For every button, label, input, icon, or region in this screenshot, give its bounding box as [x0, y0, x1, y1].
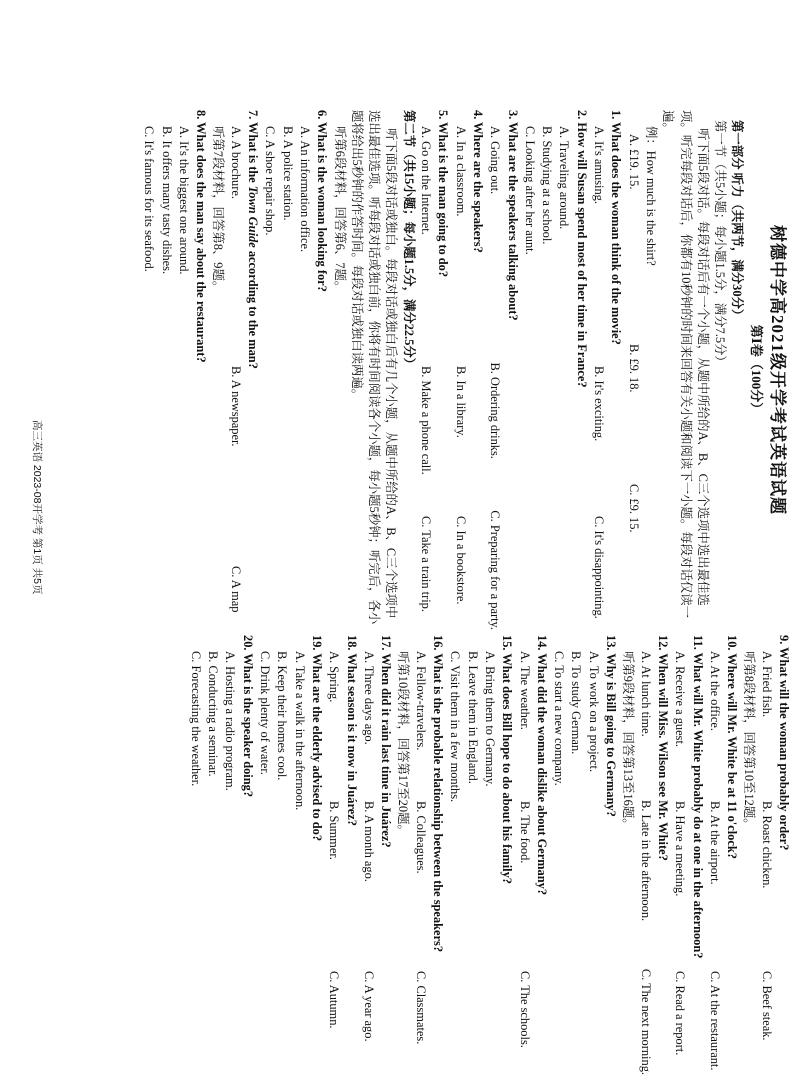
option: C. To start a new company.: [552, 651, 567, 786]
option: C. Preparing for a party.: [488, 510, 503, 630]
part1-heading: 第一部分 听力（共两节，满分30分）: [730, 120, 745, 322]
option: B. Keep their homes cool.: [275, 651, 290, 781]
option: C. A shoe repair shop.: [263, 126, 278, 236]
question-18: 18. What season is it now in Juárez?: [344, 635, 359, 826]
question-12: 12. When will Miss. Wilson see Mr. White?: [655, 635, 670, 861]
option: A. £19. 15.: [626, 134, 641, 190]
question-18-options: [325, 635, 342, 1075]
option: B. It's exciting.: [592, 366, 607, 442]
option: B. Summer.: [327, 801, 342, 860]
option: B. Late in the afternoon.: [638, 800, 653, 922]
option: C. In a bookstore.: [453, 516, 468, 605]
section1-instructions: 听下面5段对话。每段对话后有一个小题，从题中所给的A、B、C三个选项中选出最佳选项。听完每段对话后，你都有10秒钟的时间来回答有关小题和阅读下一小题。每段对话仅读一遍。: [661, 110, 710, 619]
question-11-options: [671, 635, 688, 1075]
question-2: 2. How will Susan spend most of her time in France?: [574, 110, 589, 388]
question-19: 19. What are the elderly advised to do?: [309, 635, 324, 842]
option: C. At the restaurant.: [707, 971, 722, 1071]
option: A. The weather.: [517, 651, 532, 730]
option: A. It's amusing.: [592, 126, 607, 204]
option: B. Have a meeting.: [673, 801, 688, 897]
option: A. At lunch time.: [638, 651, 653, 737]
option: B. Make a phone call.: [419, 366, 434, 475]
option: B. At the airport.: [707, 801, 722, 885]
question-3: 3. What are the speakers talking about?: [505, 110, 520, 321]
question-14-options: [515, 635, 532, 1075]
option: C. It's disappointing.: [592, 516, 607, 619]
question-17-options: [360, 635, 377, 1075]
question-16-options: [411, 635, 428, 1075]
question-10-options: [706, 635, 723, 1075]
page-footer: 高三英语 2023-08开学考 第1页 共5页: [31, 420, 43, 595]
question-16: 16. What is the probable relationship between the speakers?: [431, 635, 446, 953]
option: B. Colleagues.: [413, 801, 428, 874]
option: B. The food.: [517, 801, 532, 864]
option: A. Three days ago.: [361, 651, 376, 745]
exam-title: 树德中学高2021级开学考试英语试题: [768, 225, 787, 515]
option: A. Fellow-travelers.: [413, 651, 428, 751]
volume-heading: 第Ⅰ卷（100分）: [748, 324, 764, 416]
option: C. Visit them in a few months.: [448, 651, 463, 803]
option: B. Conducting a seminar.: [206, 651, 221, 777]
question-5-options: [417, 110, 434, 630]
option: B. To study German.: [569, 651, 584, 755]
question-5: 5. What is the man going to do?: [436, 110, 451, 278]
option: A. To work on a project.: [586, 651, 601, 773]
question-12-options: [636, 635, 653, 1075]
questions-1-5: [417, 110, 625, 630]
option: B. A newspaper.: [228, 366, 243, 447]
question-3-options: [486, 110, 503, 630]
option: A. Go on the Internet.: [419, 126, 434, 235]
option: B. A month ago.: [361, 801, 376, 882]
option: C. Looking after her aunt.: [522, 126, 537, 255]
option: A. Bring them to Germany.: [482, 651, 497, 787]
option: B. It offers many tasty dishes.: [159, 126, 174, 275]
listening-prompt: 听第7段材料，回答第8、9题。: [211, 126, 226, 294]
option: C. A map: [228, 566, 243, 613]
option: B. Leave them in England.: [465, 651, 480, 784]
option: A. In a classroom.: [453, 126, 468, 217]
question-11: 11. What will Mr. White probably do at one in the afternoon?: [690, 635, 705, 959]
option: A. Take a walk in the afternoon.: [292, 651, 307, 811]
question-17: 17. When did it rain last time in Juárez?: [379, 635, 394, 848]
left-column: [140, 110, 792, 630]
question-7-options: [227, 110, 244, 630]
question-4-options: [451, 110, 468, 630]
option: C. Forecasting the weather.: [188, 651, 203, 787]
listening-prompt: 听第6段材料，回答第6、7题。: [332, 126, 347, 294]
option: C. £9. 15.: [626, 484, 641, 533]
section2-instructions: 听下面5段对话或独白。每段对话或独白后有几个小题，从题中所给的A、B、C三个选项中选出最佳选项。听每段对话或独白前，你将有时间阅读各个小题，每小题5秒钟；听完后，各小题将给出5秒钟的作答时间。每段对话或独白读两遍。: [349, 110, 399, 625]
example-options: [624, 110, 641, 630]
question-7: 7. What is the Town Guide according to the man?: [246, 110, 261, 369]
question-9-options: [757, 635, 774, 1075]
option: B. Roast chicken.: [759, 801, 774, 889]
option: B. £9. 18.: [626, 344, 641, 393]
option: A. At the office.: [707, 651, 722, 731]
option: B. In a library.: [453, 366, 468, 438]
option: C. Take a train trip.: [419, 516, 434, 612]
option: B. Ordering drinks.: [488, 362, 503, 459]
option: A. Traveling around.: [557, 126, 572, 230]
option: A. Hosting a radio program.: [223, 651, 238, 791]
option: C. Beef steak.: [759, 971, 774, 1041]
question-10: 10. Where will Mr. White be at 11 o'clock?: [725, 635, 740, 859]
option: A. It's the biggest one around.: [176, 126, 191, 275]
option: C. Classmates.: [413, 971, 428, 1045]
option: C. It's famous for its seafood.: [142, 126, 157, 272]
question-14: 14. What did the woman dislike about Germany?: [534, 635, 549, 896]
section1-heading: 第一节（共5小题；每小题1.5分，满分7.5分）: [713, 120, 728, 368]
option: A. Receive a guest.: [673, 651, 688, 747]
option: C. A year ago.: [361, 971, 376, 1042]
option: A. Going out.: [488, 126, 503, 195]
question-9: 9. What will the woman probably order?: [777, 635, 791, 851]
section2-heading: 第二节（共15小题；每小题1.5分，满分22.5分）: [401, 110, 416, 371]
right-column: [187, 635, 792, 1075]
question-1-options: [590, 110, 607, 630]
option: A. A brochure.: [228, 126, 243, 199]
question-8: 8. What does the man say about the restaurant?: [194, 110, 209, 363]
question-4: 4. Where are the speakers?: [470, 110, 485, 253]
option: A. Fried fish.: [759, 651, 774, 718]
option: C. The schools.: [517, 971, 532, 1048]
option: C. Drink plenty of water.: [258, 651, 273, 775]
option: A. An information office.: [297, 126, 312, 253]
listening-prompt: 听第9段材料，回答第13至16题。: [621, 651, 636, 831]
option: B. Studying at a school.: [540, 126, 555, 245]
listening-prompt: 听第8段材料，回答第10至12题。: [742, 651, 757, 831]
question-15: 15. What does Bill hope to do about his family?: [500, 635, 515, 885]
listening-prompt: 听第10段材料，回答第17至20题。: [396, 651, 411, 837]
example-question: 例：How much is the shirt?: [643, 126, 658, 266]
option: C. The next morning.: [638, 968, 653, 1075]
option: C. Read a report.: [673, 971, 688, 1056]
option: A. Spring.: [327, 651, 342, 703]
question-1: 1. What does the woman think of the movie?: [609, 110, 624, 345]
question-20: 20. What is the speaker doing?: [240, 635, 255, 798]
option: C. Autumn.: [327, 971, 342, 1029]
option: B. A police station.: [280, 126, 295, 221]
question-13: 13. Why is Bill going to Germany?: [604, 635, 619, 817]
question-6: 6. What is the woman looking for?: [315, 110, 330, 292]
